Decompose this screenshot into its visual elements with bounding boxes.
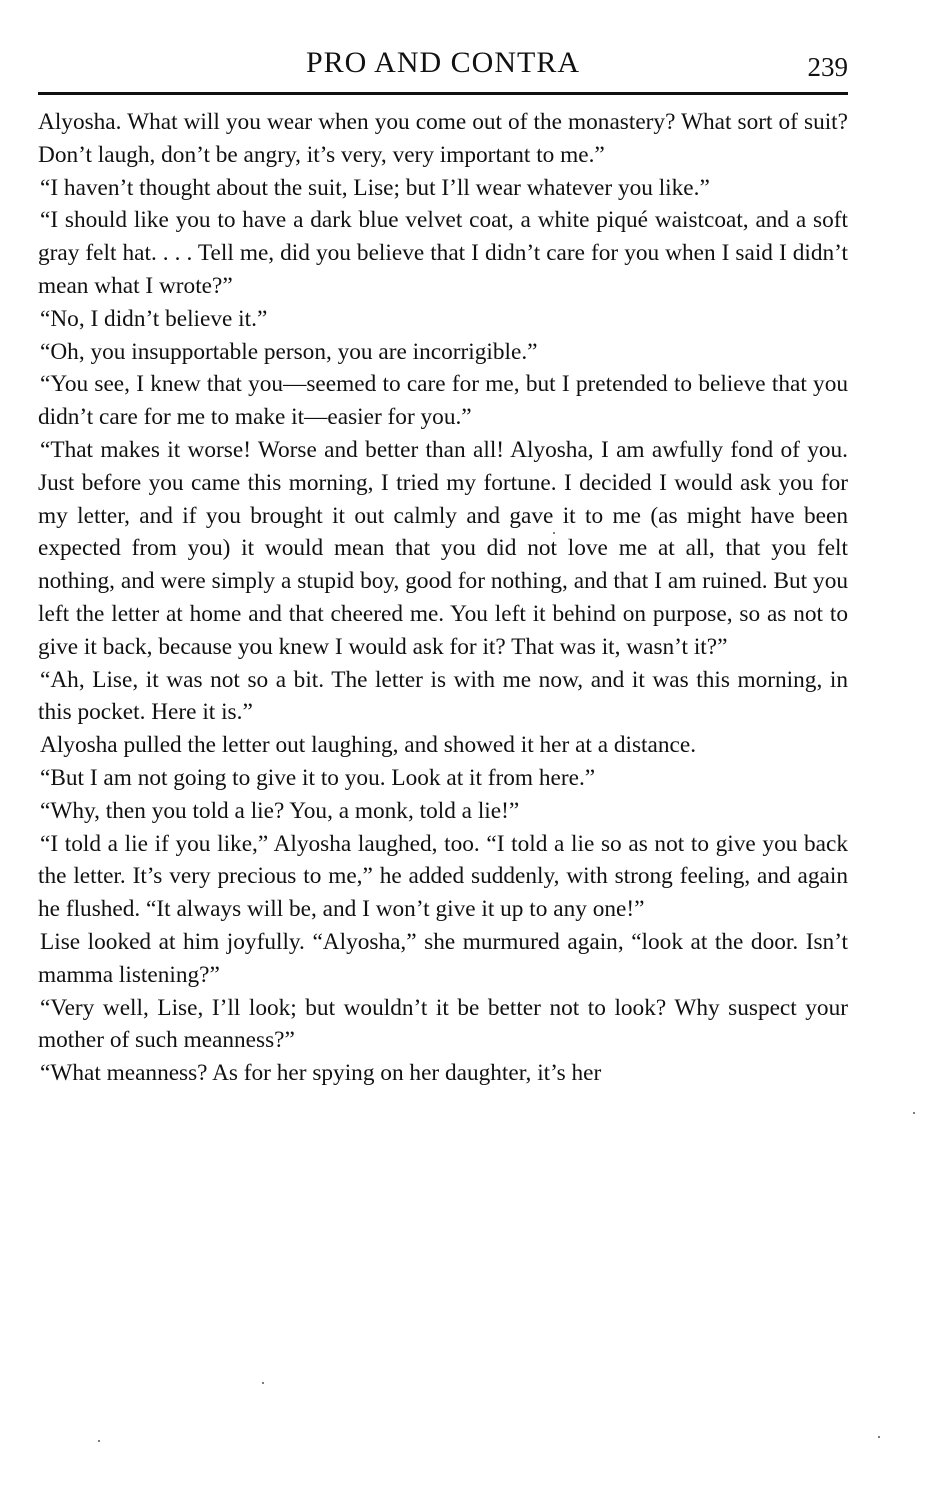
header-rule xyxy=(38,92,848,95)
paragraph: Lise looked at him joyfully. “Alyosha,” she murmured again, “look at the door. Isn’t mamma listening?” xyxy=(38,928,848,988)
paragraph: “What meanness? As for her spying on her daughter, it’s her xyxy=(40,1060,602,1087)
paragraph: “I told a lie if you like,” Alyosha laughed, too. “I told a lie so as not to give you back the letter. It’s very precious to me,” he added suddenly, with strong feeling, and again he flushed. “It always will be, and I won’t give it up to any one!” xyxy=(38,830,848,923)
paragraph: “But I am not going to give it to you. Look at it from here.” xyxy=(40,764,596,791)
paragraph: “You see, I knew that you—seemed to care for me, but I pretended to believe that you didn’t care for me to make it—easier for you.” xyxy=(38,371,848,431)
paragraph: “I haven’t thought about the suit, Lise; but I’ll wear whatever you like.” xyxy=(40,174,710,201)
paragraph: “Oh, you insupportable person, you are incorrigible.” xyxy=(40,338,538,365)
page-number: 239 xyxy=(807,52,848,82)
scan-speck xyxy=(913,1112,915,1114)
running-title: PRO AND CONTRA xyxy=(305,46,581,79)
paragraph: “I should like you to have a dark blue velvet coat, a white piqué waistcoat, and a soft gray felt hat. . . . Tell me, did you believe that I didn’t care for you when I said I didn’t mean what I wrote?” xyxy=(38,207,848,299)
paragraph: Alyosha pulled the letter out laughing, and showed it her at a distance. xyxy=(40,732,697,759)
book-page xyxy=(38,40,848,1087)
body-text xyxy=(38,106,848,1090)
running-head xyxy=(38,40,848,90)
scan-speck xyxy=(262,1382,264,1384)
paragraph: “Ah, Lise, it was not so a bit. The letter is with me now, and it was this morning, in this pocket. Here it is.” xyxy=(38,666,848,726)
scan-speck xyxy=(553,532,555,534)
scan-speck xyxy=(878,1436,880,1438)
paragraph: “No, I didn’t believe it.” xyxy=(40,305,268,332)
paragraph: “That makes it worse! Worse and better than all! Alyosha, I am awfully fond of you. Just before you came this morning, I tried my fortune. I decided I would ask you for my letter, and if you brought it out calmly and gave it to me (as might have been expected from you) it would mean that you did not love me at all, that you felt nothing, and were simply a stupid boy, good for nothing, and that I am ruined. But you left the letter at home and that cheered me. You left it behind on purpose, so as not to give it back, because you knew I would ask for it? That was it, wasn’t it?” xyxy=(38,436,848,660)
paragraph: Alyosha. What will you wear when you come out of the monastery? What sort of suit? Don’t laugh, don’t be angry, it’s very, very important to me.” xyxy=(38,109,848,168)
paragraph: “Very well, Lise, I’ll look; but wouldn’t it be better not to look? Why suspect your mother of such meanness?” xyxy=(38,994,848,1054)
paragraph: “Why, then you told a lie? You, a monk, told a lie!” xyxy=(40,797,520,824)
scan-speck xyxy=(98,1440,100,1442)
